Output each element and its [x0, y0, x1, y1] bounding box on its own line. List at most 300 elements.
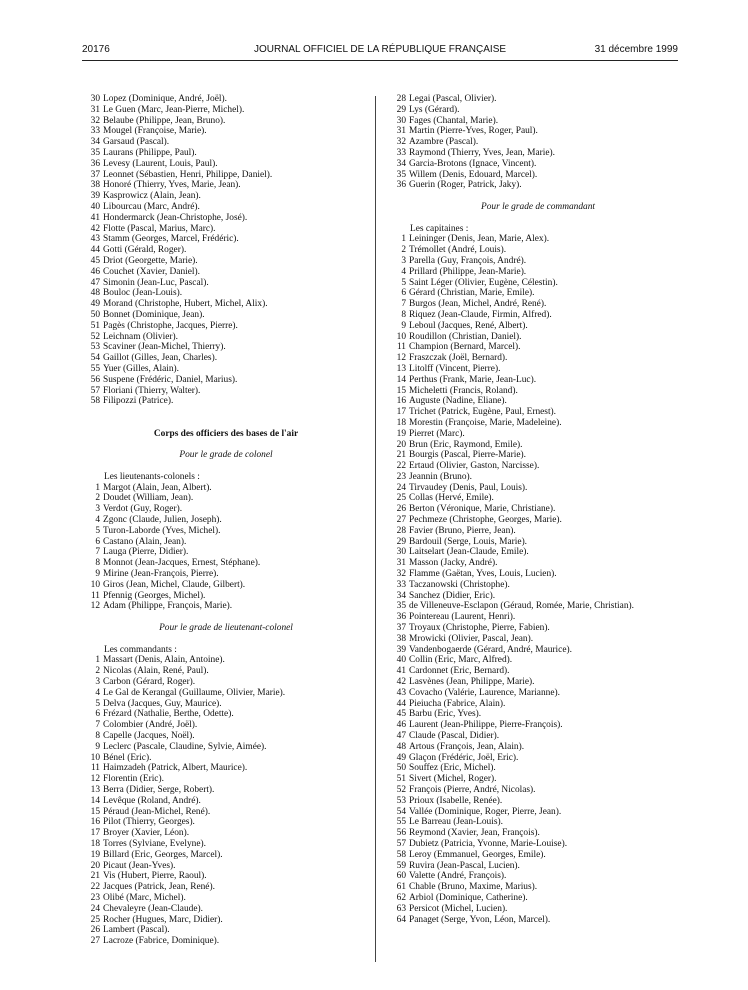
- item-number: 1: [401, 234, 406, 245]
- list-item: [388, 515, 688, 526]
- list-item: [388, 666, 688, 677]
- officer-name: Azambre (Pascal).: [409, 137, 479, 148]
- officer-name: Martin (Pierre-Yves, Roger, Paul).: [409, 126, 538, 137]
- item-number: 32: [396, 137, 406, 148]
- officer-name: Florentin (Eric).: [103, 774, 164, 785]
- item-number: 51: [396, 774, 406, 785]
- officer-name: Lacroze (Fabrice, Dominique).: [103, 936, 220, 947]
- list-item: [82, 839, 370, 850]
- item-number: 62: [396, 892, 406, 903]
- officer-name: Olibé (Marc, Michel).: [103, 892, 186, 903]
- officer-name: Haimzadeh (Patrick, Albert, Maurice).: [103, 763, 248, 774]
- officer-name: Le Guen (Marc, Jean-Pierre, Michel).: [103, 104, 245, 115]
- officer-name: Valette (André, François).: [409, 871, 507, 882]
- item-number: 3: [95, 677, 100, 688]
- officer-name: Fages (Chantal, Marie).: [409, 115, 499, 126]
- officer-name: Dubietz (Patricia, Yvonne, Marie-Louise).: [409, 838, 568, 849]
- list-item: [388, 299, 688, 310]
- list-item: [388, 407, 688, 418]
- officer-name: Simonin (Jean-Luc, Pascal).: [103, 277, 209, 288]
- item-number: 36: [90, 158, 100, 169]
- officer-name: Péraud (Jean-Michel, René).: [103, 806, 211, 817]
- officer-name: Mrowicki (Olivier, Pascal, Jean).: [409, 633, 534, 644]
- item-number: 10: [90, 752, 100, 763]
- item-number: 31: [90, 104, 100, 115]
- item-number: 19: [90, 849, 100, 860]
- list-item: [388, 180, 688, 191]
- officer-name: Pagès (Christophe, Jacques, Pierre).: [103, 320, 238, 331]
- officer-name: Taczanowski (Christophe).: [409, 579, 510, 590]
- item-number: 39: [90, 191, 100, 202]
- item-number: 5: [95, 525, 100, 536]
- left-list-3: [82, 655, 370, 947]
- item-number: 24: [396, 482, 406, 493]
- officer-name: Garsaud (Pascal).: [103, 137, 170, 148]
- item-number: 51: [90, 320, 100, 331]
- item-number: 34: [396, 590, 406, 601]
- item-number: 23: [90, 892, 100, 903]
- list-item: [388, 547, 688, 558]
- item-number: 42: [90, 223, 100, 234]
- list-item: [82, 321, 370, 332]
- list-item: [82, 731, 370, 742]
- list-item: [82, 796, 370, 807]
- list-item: [82, 483, 370, 494]
- spacer: [82, 440, 370, 451]
- item-number: 17: [90, 828, 100, 839]
- item-number: 1: [95, 482, 100, 493]
- item-number: 7: [95, 720, 100, 731]
- list-item: [82, 893, 370, 904]
- officer-name: Leclerc (Pascale, Claudine, Sylvie, Aimée).: [103, 741, 267, 752]
- item-number: 31: [396, 558, 406, 569]
- officer-name: Garcia-Brotons (Ignace, Vincent).: [409, 158, 537, 169]
- item-number: 43: [90, 234, 100, 245]
- item-number: 8: [95, 558, 100, 569]
- officer-name: Carbon (Gérard, Roger).: [103, 677, 196, 688]
- list-item: [82, 105, 370, 116]
- list-item: [82, 504, 370, 515]
- item-number: 3: [401, 255, 406, 266]
- item-number: 37: [396, 623, 406, 634]
- list-item: [82, 299, 370, 310]
- item-number: 40: [90, 201, 100, 212]
- item-number: 7: [401, 299, 406, 310]
- item-number: 38: [396, 633, 406, 644]
- list-item: [82, 364, 370, 375]
- grade-heading: Pour le grade de colonel: [179, 450, 273, 461]
- item-number: 40: [396, 655, 406, 666]
- item-number: 36: [396, 612, 406, 623]
- item-number: 52: [396, 785, 406, 795]
- item-number: 24: [90, 903, 100, 914]
- list-item: [82, 677, 370, 688]
- officer-name: Prioux (Isabelle, Renée).: [409, 795, 503, 806]
- officer-name: Brun (Eric, Raymond, Emile).: [409, 439, 523, 450]
- list-item: [82, 332, 370, 343]
- officer-name: Suspene (Frédéric, Daniel, Marius).: [103, 374, 238, 385]
- list-item: [82, 925, 370, 936]
- list-item: [82, 148, 370, 159]
- list-item: [388, 871, 688, 882]
- officer-name: Honoré (Thierry, Yves, Marie, Jean).: [103, 180, 241, 191]
- item-number: 49: [396, 752, 406, 763]
- list-item: [388, 94, 688, 105]
- list-item: [82, 569, 370, 580]
- officer-name: Burgos (Jean, Michel, André, René).: [409, 299, 547, 310]
- list-item: [388, 580, 688, 591]
- officer-name: Perthus (Frank, Marie, Jean-Luc).: [409, 374, 537, 385]
- officer-name: Margot (Alain, Jean, Albert).: [103, 482, 212, 493]
- item-number: 13: [90, 785, 100, 795]
- list-item: [388, 796, 688, 807]
- right-list-1: [388, 94, 688, 191]
- list-item: [82, 861, 370, 872]
- officer-name: Torres (Sylviane, Evelyne).: [103, 838, 206, 849]
- list-item: [388, 634, 688, 645]
- officer-name: Claude (Pascal, Didier).: [409, 731, 500, 742]
- officer-name: Persicot (Michel, Lucien).: [409, 903, 508, 914]
- item-number: 4: [401, 266, 406, 277]
- officer-name: Berton (Véronique, Marie, Christiane).: [409, 504, 556, 515]
- officer-name: Broyer (Xavier, Léon).: [103, 828, 190, 839]
- officer-name: Turon-Laborde (Yves, Michel).: [103, 525, 221, 536]
- officer-name: Pointereau (Laurent, Henri).: [409, 612, 516, 623]
- item-number: 12: [90, 601, 100, 612]
- list-item: [388, 137, 688, 148]
- item-number: 22: [396, 461, 406, 472]
- officer-name: Stamm (Georges, Marcel, Frédéric).: [103, 234, 239, 245]
- officer-name: Legai (Pascal, Olivier).: [409, 94, 497, 104]
- item-number: 28: [396, 525, 406, 536]
- list-item: [388, 375, 688, 386]
- officer-name: Ertaud (Olivier, Gaston, Narcisse).: [409, 461, 540, 472]
- list-item: [388, 440, 688, 451]
- item-number: 21: [396, 450, 406, 461]
- spacer: [82, 407, 370, 418]
- list-item: [388, 882, 688, 893]
- item-number: 57: [396, 838, 406, 849]
- item-number: 34: [90, 137, 100, 148]
- list-item: [82, 774, 370, 785]
- officer-name: Riquez (Jean-Claude, Firmin, Alfred).: [409, 309, 552, 320]
- item-number: 30: [90, 94, 100, 104]
- item-number: 1: [95, 655, 100, 666]
- list-item: [388, 450, 688, 461]
- list-item: [82, 375, 370, 386]
- list-item: [82, 116, 370, 127]
- officer-name: Troyaux (Christophe, Pierre, Fabien).: [409, 623, 550, 634]
- officer-name: Lambert (Pascal).: [103, 925, 170, 936]
- officer-name: Billard (Eric, Georges, Marcel).: [103, 849, 223, 860]
- officer-name: Pierret (Marc).: [409, 428, 465, 439]
- item-number: 46: [396, 720, 406, 731]
- list-item: [388, 569, 688, 580]
- list-item: [388, 709, 688, 720]
- list-item: [388, 645, 688, 656]
- item-number: 50: [90, 309, 100, 320]
- item-number: 60: [396, 871, 406, 882]
- item-number: 61: [396, 882, 406, 893]
- officer-name: Leonnet (Sébastien, Henri, Philippe, Daniel).: [103, 169, 273, 180]
- item-number: 2: [401, 245, 406, 256]
- spacer: [82, 612, 370, 623]
- officer-name: Favier (Bruno, Pierre, Jean).: [409, 525, 516, 536]
- officer-name: Pfennig (Georges, Michel).: [103, 590, 206, 601]
- list-item: [82, 245, 370, 256]
- officer-name: Roudillon (Christian, Daniel).: [409, 331, 522, 342]
- list-item: [82, 720, 370, 731]
- officer-name: Jacques (Patrick, Jean, René).: [103, 882, 215, 893]
- officer-name: Bonnet (Dominique, Jean).: [103, 309, 205, 320]
- item-number: 55: [396, 817, 406, 828]
- list-item: [388, 774, 688, 785]
- officer-name: Prillard (Philippe, Jean-Marie).: [409, 266, 527, 277]
- item-number: 16: [90, 817, 100, 828]
- item-number: 36: [396, 180, 406, 191]
- item-number: 18: [396, 417, 406, 428]
- list-item: [82, 709, 370, 720]
- officer-name: Le Gal de Kerangal (Guillaume, Olivier, Marie).: [103, 687, 286, 698]
- list-item: [82, 666, 370, 677]
- spacer: [82, 418, 370, 429]
- item-number: 56: [396, 828, 406, 839]
- officer-name: Collin (Eric, Marc, Alfred).: [409, 655, 513, 666]
- list-item: [388, 807, 688, 818]
- list-item: [388, 785, 688, 796]
- list-item: [82, 601, 370, 612]
- item-number: 41: [90, 212, 100, 223]
- item-number: 49: [90, 299, 100, 310]
- item-number: 39: [396, 644, 406, 655]
- list-item: [82, 537, 370, 548]
- item-number: 31: [396, 126, 406, 137]
- item-number: 11: [396, 342, 406, 353]
- spacer: [82, 461, 370, 472]
- item-number: 6: [401, 288, 406, 299]
- officer-name: Panaget (Serge, Yvon, Léon, Marcel).: [409, 914, 551, 925]
- item-number: 13: [396, 363, 406, 374]
- item-number: 5: [401, 277, 406, 288]
- list-item: [82, 386, 370, 397]
- item-number: 45: [90, 255, 100, 266]
- officer-name: Bourgis (Pascal, Pierre-Marie).: [409, 450, 526, 461]
- item-number: 20: [90, 860, 100, 871]
- right-column: [388, 94, 688, 925]
- officer-name: Yuer (Gilles, Alain).: [103, 363, 180, 374]
- officer-name: Glaçon (Frédéric, Joël, Eric).: [409, 752, 519, 763]
- item-number: 12: [396, 353, 406, 364]
- officer-name: Tirvaudey (Denis, Paul, Louis).: [409, 482, 528, 493]
- officer-name: Cardonnet (Eric, Bernard).: [409, 666, 510, 677]
- item-number: 55: [90, 363, 100, 374]
- officer-name: Reymond (Xavier, Jean, François).: [409, 828, 540, 839]
- list-item: [388, 828, 688, 839]
- officer-name: Leroy (Emmanuel, Georges, Emile).: [409, 849, 546, 860]
- list-item: [82, 882, 370, 893]
- officer-name: Laurans (Philippe, Paul).: [103, 147, 197, 158]
- officer-name: Laitselart (Jean-Claude, Emile).: [409, 547, 529, 558]
- list-item: [82, 288, 370, 299]
- item-number: 10: [396, 331, 406, 342]
- list-item: [388, 504, 688, 515]
- item-number: 9: [95, 569, 100, 580]
- officer-name: Verdot (Guy, Roger).: [103, 504, 183, 515]
- item-number: 12: [90, 774, 100, 785]
- item-number: 27: [90, 936, 100, 947]
- right-list-2: [388, 234, 688, 925]
- officer-name: Auguste (Nadine, Eliane).: [409, 396, 507, 407]
- officer-name: Levesy (Laurent, Louis, Paul).: [103, 158, 218, 169]
- list-item: [82, 817, 370, 828]
- officer-name: Sivert (Michel, Roger).: [409, 774, 497, 785]
- officer-name: Filipozzi (Patrice).: [103, 396, 174, 407]
- officer-name: Lopez (Dominique, André, Joël).: [103, 94, 227, 104]
- officer-name: Leboul (Jacques, René, Albert).: [409, 320, 528, 331]
- item-number: 28: [396, 94, 406, 104]
- officer-name: Colombier (André, Joël).: [103, 720, 198, 731]
- list-item: [388, 537, 688, 548]
- list-item: [388, 256, 688, 267]
- list-item: [82, 936, 370, 947]
- officer-name: Morand (Christophe, Hubert, Michel, Alix).: [103, 299, 268, 310]
- officer-name: Delva (Jacques, Guy, Maurice).: [103, 698, 222, 709]
- officer-name: Collas (Hervé, Emile).: [409, 493, 494, 504]
- officer-name: Flamme (Gaëtan, Yves, Louis, Lucien).: [409, 569, 557, 580]
- item-number: 14: [396, 374, 406, 385]
- list-item: [82, 753, 370, 764]
- officer-name: Massart (Denis, Alain, Antoine).: [103, 655, 225, 666]
- list-item: [82, 396, 370, 407]
- officer-name: Couchet (Xavier, Daniel).: [103, 266, 200, 277]
- list-item: [82, 558, 370, 569]
- officer-name: Giros (Jean, Michel, Claude, Gilbert).: [103, 579, 246, 590]
- list-item: [388, 429, 688, 440]
- list-item: [82, 688, 370, 699]
- officer-name: Mougel (Françoise, Marie).: [103, 126, 207, 137]
- list-item: [388, 677, 688, 688]
- list-item: [82, 137, 370, 148]
- officer-name: Driot (Georgette, Marie).: [103, 255, 198, 266]
- item-number: 30: [396, 115, 406, 126]
- item-number: 7: [95, 547, 100, 558]
- item-number: 43: [396, 687, 406, 698]
- item-number: 50: [396, 763, 406, 774]
- spacer: [82, 634, 370, 645]
- item-number: 9: [401, 320, 406, 331]
- item-number: 15: [90, 806, 100, 817]
- list-item: [388, 278, 688, 289]
- list-item: [82, 763, 370, 774]
- item-number: 3: [95, 504, 100, 515]
- list-item: [388, 332, 688, 343]
- officer-name: Chable (Bruno, Maxime, Marius).: [409, 882, 538, 893]
- item-number: 35: [396, 169, 406, 180]
- list-item: [388, 850, 688, 861]
- officer-name: Hondermarck (Jean-Christophe, José).: [103, 212, 248, 223]
- list-item: [388, 245, 688, 256]
- officer-name: Zgonc (Claude, Julien, Joseph).: [103, 515, 222, 526]
- item-number: 33: [396, 147, 406, 158]
- list-item: [388, 386, 688, 397]
- list-item: [388, 612, 688, 623]
- list-item: [82, 94, 370, 105]
- item-number: 6: [95, 709, 100, 720]
- list-item: [82, 591, 370, 602]
- officer-name: Masson (Jacky, André).: [409, 558, 498, 569]
- officer-name: Laurent (Jean-Philippe, Pierre-François).: [409, 720, 563, 731]
- list-item: [388, 753, 688, 764]
- list-item: [388, 321, 688, 332]
- item-number: 35: [396, 601, 406, 612]
- item-number: 48: [396, 741, 406, 752]
- item-number: 25: [396, 493, 406, 504]
- list-item: [388, 170, 688, 181]
- list-item: [388, 126, 688, 137]
- list-item: [388, 267, 688, 278]
- item-number: 26: [396, 504, 406, 515]
- officer-name: Doudet (William, Jean).: [103, 493, 194, 504]
- item-number: 52: [90, 331, 100, 342]
- officer-name: Picaut (Jean-Yves).: [103, 860, 176, 871]
- item-number: 54: [90, 353, 100, 364]
- item-number: 26: [90, 925, 100, 936]
- item-number: 5: [95, 698, 100, 709]
- section-title: Corps des officiers des bases de l'air: [153, 428, 299, 439]
- item-number: 16: [396, 396, 406, 407]
- item-number: 47: [90, 277, 100, 288]
- item-number: 53: [396, 795, 406, 806]
- officer-name: Champion (Bernard, Marcel).: [409, 342, 521, 353]
- officer-name: Pilot (Thierry, Georges).: [103, 817, 195, 828]
- list-item: [388, 234, 688, 245]
- list-item: [82, 234, 370, 245]
- officer-name: Barbu (Eric, Yves).: [409, 709, 482, 720]
- list-item: [388, 353, 688, 364]
- officer-name: Raymond (Thierry, Yves, Jean, Marie).: [409, 147, 555, 158]
- officer-name: Vandenbogaerde (Gérard, André, Maurice).: [409, 644, 572, 655]
- list-item: [82, 915, 370, 926]
- officer-name: François (Pierre, André, Nicolas).: [409, 785, 536, 795]
- list-item: [388, 159, 688, 170]
- list-item: [388, 288, 688, 299]
- item-number: 9: [95, 741, 100, 752]
- header-rule: [82, 60, 678, 61]
- officer-name: Frézard (Nathalie, Berthe, Odette).: [103, 709, 234, 720]
- item-number: 17: [396, 407, 406, 418]
- officer-name: Parella (Guy, François, André).: [409, 255, 527, 266]
- item-number: 8: [95, 731, 100, 742]
- officer-name: Morestin (Françoise, Marie, Madeleine).: [409, 417, 562, 428]
- list-item: [388, 861, 688, 872]
- list-item: [388, 364, 688, 375]
- item-number: 56: [90, 374, 100, 385]
- officer-name: Pechmeze (Christophe, Georges, Marie).: [409, 515, 562, 526]
- item-number: 11: [90, 763, 100, 774]
- item-number: 33: [90, 126, 100, 137]
- item-number: 11: [90, 590, 100, 601]
- officer-name: Micheletti (Francis, Roland).: [409, 385, 518, 396]
- page-number: 20176: [82, 44, 110, 55]
- officer-name: Leininger (Denis, Jean, Marie, Alex).: [409, 234, 550, 245]
- publication-date: 31 décembre 1999: [594, 44, 678, 55]
- list-item: [388, 655, 688, 666]
- list-item: [82, 580, 370, 591]
- item-number: 41: [396, 666, 406, 677]
- list-item: [388, 763, 688, 774]
- list-item: [388, 105, 688, 116]
- officer-name: Arbiol (Dominique, Catherine).: [409, 892, 528, 903]
